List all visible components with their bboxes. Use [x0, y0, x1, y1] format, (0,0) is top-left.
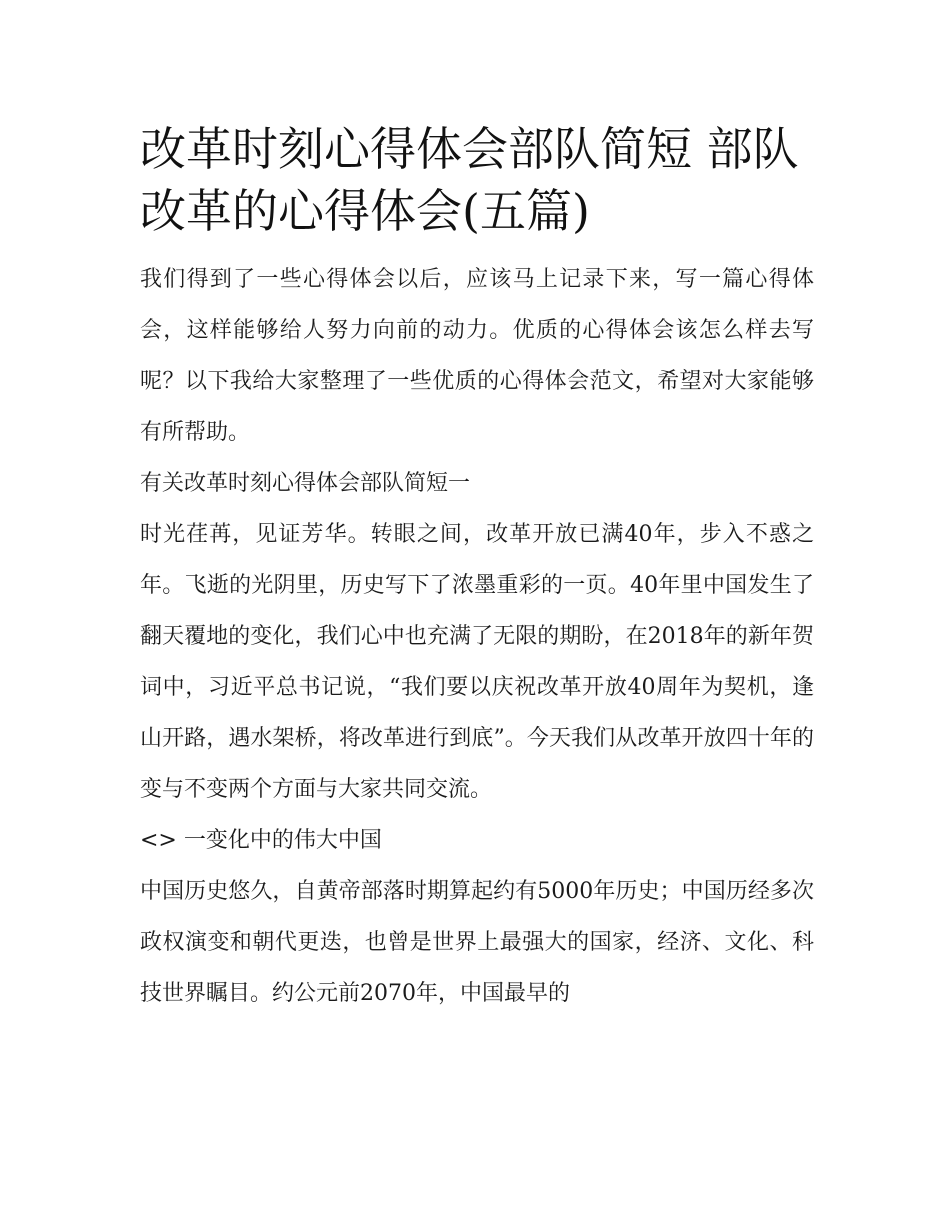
section-paragraph-2: 中国历史悠久，自黄帝部落时期算起约有5000年历史；中国历经多次政权演变和朝代更迭，也曾是世界上最强大的国家，经济、文化、科技世界瞩目。约公元前2070年，中国最早的	[140, 879, 814, 1006]
document-body	[140, 254, 814, 1019]
section-paragraph-1: 时光荏苒，见证芳华。转眼之间，改革开放已满40年，步入不惑之年。飞逝的光阴里，历史写下了浓墨重彩的一页。40年里中国发生了翻天覆地的变化，我们心中也充满了无限的期盼，在2018年的新年贺词中，习近平总书记说，“我们要以庆祝改革开放40周年为契机，逢山开路，遇水架桥，将改革进行到底”。今天我们从改革开放四十年的变与不变两个方面与大家共同交流。	[140, 522, 814, 802]
subheading: <> 一变化中的伟大中国	[140, 828, 382, 853]
intro-paragraph: 我们得到了一些心得体会以后，应该马上记录下来，写一篇心得体会，这样能够给人努力向前的动力。优质的心得体会该怎么样去写呢？以下我给大家整理了一些优质的心得体会范文，希望对大家能够有所帮助。	[140, 267, 814, 445]
document-title: 改革时刻心得体会部队简短 部队改革的心得体会(五篇)	[140, 122, 799, 238]
document-page	[140, 118, 814, 1019]
section-heading: 有关改革时刻心得体会部队简短一	[140, 471, 471, 496]
